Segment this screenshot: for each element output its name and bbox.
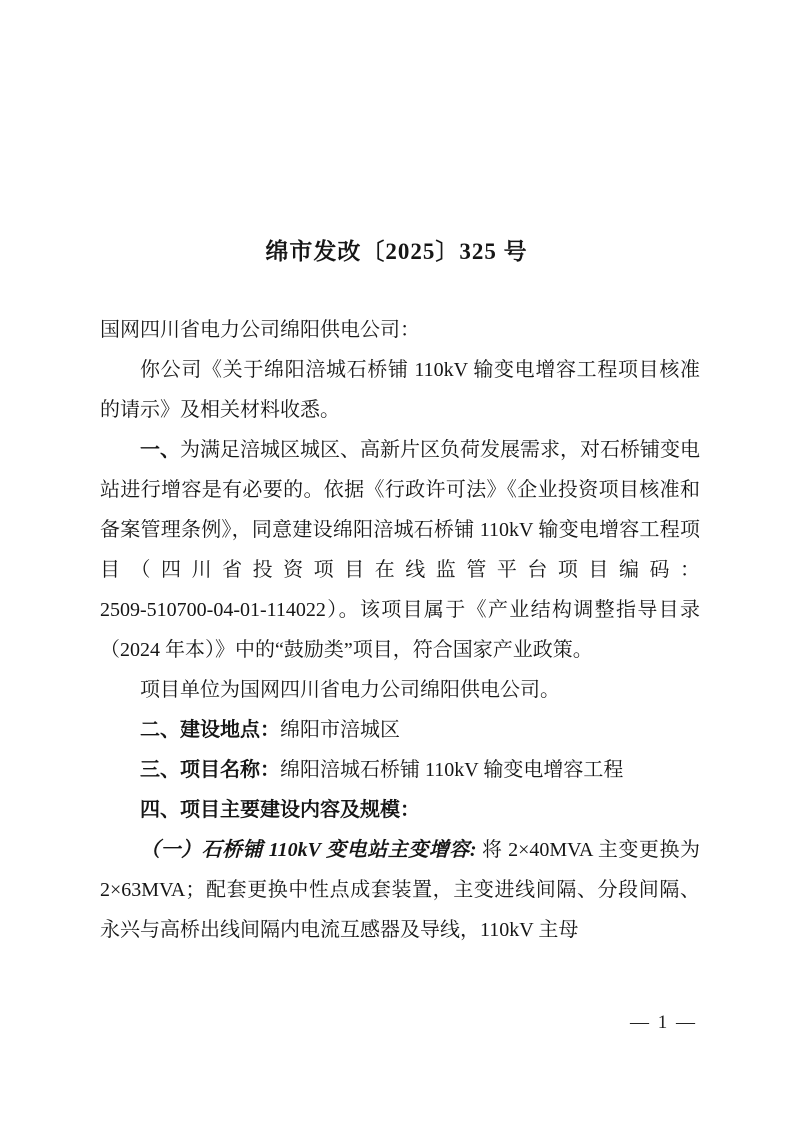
paragraph-sub1 (100, 830, 700, 950)
paragraph-item2 (100, 710, 700, 750)
item2-value: 绵阳市涪城区 (280, 719, 400, 741)
paragraph-project-unit: 项目单位为国网四川省电力公司绵阳供电公司。 (140, 679, 560, 701)
paragraph-item1 (100, 430, 700, 670)
page-number: — 1 — (630, 1012, 697, 1033)
paragraph-item4-heading: 四、项目主要建设内容及规模： (140, 799, 420, 821)
item3-value: 绵阳涪城石桥铺 110kV 输变电增容工程 (280, 759, 624, 781)
paragraph-item3 (100, 750, 700, 790)
sub1-heading-label: （一）石桥铺 110kV 变电站主变增容: (140, 839, 477, 861)
paragraph-receipt: 你公司《关于绵阳涪城石桥铺 110kV 输变电增容工程项目核准的请示》及相关材料收悉。 (100, 359, 700, 421)
document-body (100, 310, 700, 950)
item1-text-after-code: ）。该项目属于《产业结构调整指导目录（2024 年本）》中的“鼓励类”项目，符合国家产业政策。 (100, 599, 700, 661)
sub1-text: 将 2×40MVA 主变更换为 2×63MVA；配套更换中性点成套装置，主变进线间隔、分段间隔、永兴与高桥出线间隔内电流互感器及导线，110kV 主母 (100, 839, 700, 941)
item1-text-before-code: 为满足涪城区城区、高新片区负荷发展需求，对石桥铺变电站进行增容是有必要的。依据《行政许可法》《企业投资项目核准和备案管理条例》，同意建设绵阳涪城石桥铺 110kV 输变电增容工程项目（四川省投资项目在线监管平台项目编码： (100, 439, 700, 581)
item3-heading-label: 三、项目名称： (140, 759, 280, 781)
item1-number-label: 一、 (140, 439, 180, 461)
salutation: 国网四川省电力公司绵阳供电公司： (100, 319, 420, 341)
doc-number: 绵市发改〔2025〕325 号 (265, 239, 528, 264)
item2-heading-label: 二、建设地点： (140, 719, 280, 741)
project-code: 2509-510700-04-01-114022 (100, 599, 326, 621)
